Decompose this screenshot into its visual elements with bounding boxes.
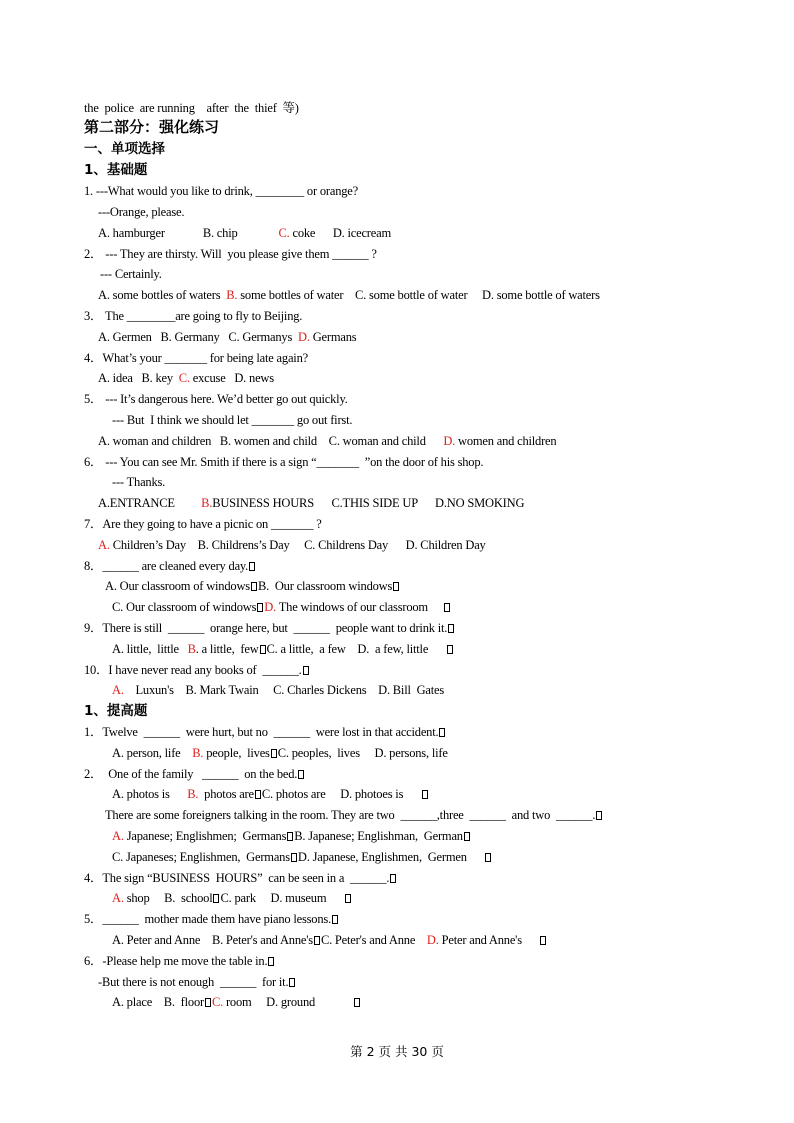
line-text: A.ENTRANCE bbox=[98, 496, 202, 510]
answer-letter: B. bbox=[187, 787, 199, 801]
text-line bbox=[100, 266, 162, 282]
text-line bbox=[84, 620, 455, 636]
text-line bbox=[84, 183, 358, 199]
missing-glyph-box bbox=[287, 832, 293, 841]
page-footer: 第 2 页 共 30 页 bbox=[350, 1044, 444, 1059]
missing-glyph-box bbox=[255, 790, 261, 799]
missing-glyph-box bbox=[444, 603, 450, 612]
line-text: ---Orange, please. bbox=[98, 205, 185, 219]
text-line bbox=[112, 932, 547, 948]
line-text: C. photos are D. photoes is bbox=[261, 787, 421, 801]
text-line bbox=[84, 766, 305, 782]
line-text: 7．Are they going to have a picnic on _______ ? bbox=[84, 517, 322, 531]
line-text: 一、单项选择 bbox=[84, 141, 165, 157]
missing-glyph-box bbox=[485, 853, 491, 862]
missing-glyph-box bbox=[205, 998, 211, 1007]
line-text: 第二部分：强化练习 bbox=[84, 118, 220, 136]
missing-glyph-box bbox=[447, 645, 453, 654]
text-line bbox=[84, 454, 483, 470]
text-line bbox=[98, 370, 274, 386]
missing-glyph-box bbox=[257, 603, 263, 612]
answer-letter: B. bbox=[226, 288, 238, 302]
line-text: room D. ground bbox=[223, 995, 354, 1009]
line-text: 9．There is still ______ orange here, but ______ people want to drink it. bbox=[84, 621, 448, 635]
missing-glyph-box bbox=[213, 894, 219, 903]
line-text: 3． The ________are going to fly to Beijing. bbox=[84, 309, 303, 323]
text-line bbox=[84, 100, 299, 116]
text-line bbox=[112, 994, 361, 1010]
missing-glyph-box bbox=[439, 728, 445, 737]
text-line bbox=[112, 849, 492, 865]
line-text: A. place B. floor bbox=[112, 995, 204, 1009]
answer-letter: C. bbox=[211, 995, 224, 1009]
answer-letter: C. bbox=[278, 226, 290, 240]
answer-letter: A. bbox=[112, 683, 124, 697]
text-line bbox=[84, 246, 377, 262]
answer-letter: A. bbox=[112, 829, 124, 843]
line-text: A. Peter and Anne B. Peter's and Anne's bbox=[112, 933, 313, 947]
missing-glyph-box bbox=[298, 770, 304, 779]
text-line bbox=[112, 745, 448, 761]
line-text: A. idea B. key bbox=[98, 371, 179, 385]
text-line bbox=[84, 724, 446, 740]
text-line bbox=[112, 828, 471, 844]
line-text: A. photos is bbox=[112, 787, 188, 801]
line-text: 1. ---What would you like to drink, ________ or orange? bbox=[84, 184, 359, 198]
line-text: C. Our classroom of windows bbox=[112, 600, 257, 614]
text-line bbox=[98, 225, 391, 241]
text-line bbox=[112, 641, 454, 657]
line-text: Germans bbox=[309, 330, 357, 344]
line-text: 8．______ are cleaned every day. bbox=[84, 559, 249, 573]
answer-letter: D. bbox=[298, 330, 310, 344]
missing-glyph-box bbox=[540, 936, 546, 945]
line-text: C. park D. museum bbox=[220, 891, 344, 905]
line-text: C. Japaneses; Englishmen, Germans bbox=[112, 850, 290, 864]
missing-glyph-box bbox=[422, 790, 428, 799]
text-line bbox=[84, 558, 256, 574]
line-text: A. Germen B. Germany C. Germanys bbox=[98, 330, 298, 344]
text-line bbox=[84, 119, 219, 135]
line-text: 2． --- They are thirsty. Will you please give them ______ ? bbox=[84, 247, 377, 261]
line-text: --- But I think we should let _______ go out first. bbox=[112, 413, 353, 427]
missing-glyph-box bbox=[464, 832, 470, 841]
line-text: some bottles of water C. some bottle of water D. some bottle of waters bbox=[237, 288, 600, 302]
missing-glyph-box bbox=[249, 562, 255, 571]
answer-letter: B. bbox=[192, 746, 204, 760]
line-text: . a little, few bbox=[195, 642, 259, 656]
answer-letter: C. bbox=[178, 371, 190, 385]
missing-glyph-box bbox=[354, 998, 360, 1007]
answer-letter: D. bbox=[426, 933, 439, 947]
text-line bbox=[84, 870, 397, 886]
line-text: photos are bbox=[198, 787, 254, 801]
line-text: 4．What’s your _______ for being late again? bbox=[84, 351, 308, 365]
missing-glyph-box bbox=[291, 853, 297, 862]
line-text: 6． --- You can see Mr. Smith if there is a sign “_______ ”on the door of his shop. bbox=[84, 455, 484, 469]
answer-letter: B. bbox=[201, 496, 213, 510]
answer-letter: A. bbox=[98, 538, 110, 552]
missing-glyph-box bbox=[390, 874, 396, 883]
text-line bbox=[112, 682, 444, 698]
text-line bbox=[105, 578, 400, 594]
text-line bbox=[112, 890, 352, 906]
line-text: 6．-Please help me move the table in. bbox=[84, 954, 268, 968]
missing-glyph-box bbox=[314, 936, 320, 945]
text-line bbox=[112, 412, 352, 428]
text-line bbox=[84, 953, 275, 969]
text-line bbox=[112, 599, 451, 615]
line-text: Children’s Day B. Childrens’s Day C. Childrens Day D. Children Day bbox=[109, 538, 486, 552]
line-text: C. peoples, lives D. persons, life bbox=[277, 746, 448, 760]
text-line bbox=[105, 807, 603, 823]
text-line bbox=[98, 495, 524, 511]
text-line bbox=[84, 391, 348, 407]
text-line bbox=[84, 911, 339, 927]
line-text: A. person, life bbox=[112, 746, 193, 760]
line-text: C. Peter's and Anne bbox=[320, 933, 427, 947]
text-line bbox=[98, 287, 600, 303]
missing-glyph-box bbox=[332, 915, 338, 924]
text-line bbox=[84, 662, 310, 678]
line-text: people, lives bbox=[203, 746, 270, 760]
text-line bbox=[98, 204, 184, 220]
answer-letter: D. bbox=[443, 434, 456, 448]
line-text: women and children bbox=[455, 434, 557, 448]
missing-glyph-box bbox=[393, 582, 399, 591]
text-line bbox=[98, 974, 296, 990]
line-text: A. Our classroom of windows bbox=[105, 579, 250, 593]
text-line bbox=[112, 474, 165, 490]
line-text: coke D. icecream bbox=[289, 226, 391, 240]
text-line bbox=[98, 433, 556, 449]
text-line bbox=[84, 162, 147, 178]
line-text: B. Our classroom windows bbox=[257, 579, 393, 593]
line-text: The windows of our classroom bbox=[276, 600, 443, 614]
text-line bbox=[84, 350, 308, 366]
line-text: --- Certainly. bbox=[100, 267, 162, 281]
line-text: D. Japanese, Englishmen, Germen bbox=[297, 850, 485, 864]
line-text: C. a little, a few D. a few, little bbox=[266, 642, 446, 656]
line-text: excuse D. news bbox=[189, 371, 274, 385]
line-text: 1．Twelve ______ were hurt, but no ______ were lost in that accident. bbox=[84, 725, 439, 739]
line-text: B. Japanese; Englishman, German bbox=[294, 829, 463, 843]
line-text: the police are running after the thief 等) bbox=[84, 101, 299, 115]
line-text: 4．The sign “BUSINESS HOURS” can be seen in a ______. bbox=[84, 871, 390, 885]
missing-glyph-box bbox=[251, 582, 257, 591]
missing-glyph-box bbox=[448, 624, 454, 633]
line-text: A. woman and children B. women and child C. woman and child bbox=[98, 434, 444, 448]
line-text: There are some foreigners talking in the room. They are two ______,three ______ and two ______. bbox=[105, 808, 596, 822]
missing-glyph-box bbox=[596, 811, 602, 820]
line-text: A. little, little bbox=[112, 642, 188, 656]
line-text: 5．______ mother made them have piano lessons. bbox=[84, 912, 332, 926]
text-line bbox=[98, 537, 486, 553]
missing-glyph-box bbox=[271, 749, 277, 758]
line-text: Luxun's B. Mark Twain C. Charles Dickens D. Bill Gates bbox=[123, 683, 445, 697]
missing-glyph-box bbox=[303, 666, 309, 675]
line-text: Peter and Anne's bbox=[438, 933, 540, 947]
line-text: Japanese; Englishmen; Germans bbox=[123, 829, 287, 843]
text-line bbox=[84, 703, 147, 719]
line-text: 10．I have never read any books of ______. bbox=[84, 663, 302, 677]
text-line bbox=[84, 141, 165, 157]
missing-glyph-box bbox=[260, 645, 266, 654]
line-text: -But there is not enough ______ for it. bbox=[98, 975, 289, 989]
answer-letter: A. bbox=[112, 891, 124, 905]
text-line bbox=[84, 516, 322, 532]
line-text: shop B. school bbox=[123, 891, 213, 905]
line-text: A. some bottles of waters bbox=[98, 288, 227, 302]
missing-glyph-box bbox=[289, 978, 295, 987]
line-text: 2． One of the family ______ on the bed. bbox=[84, 767, 298, 781]
line-text: 1、提高题 bbox=[84, 703, 148, 719]
answer-letter: D. bbox=[264, 600, 277, 614]
missing-glyph-box bbox=[345, 894, 351, 903]
line-text: 5． --- It’s dangerous here. We’d better go out quickly. bbox=[84, 392, 348, 406]
line-text: BUSINESS HOURS C.THIS SIDE UP D.NO SMOKING bbox=[212, 496, 525, 510]
text-line bbox=[84, 308, 302, 324]
answer-letter: B bbox=[187, 642, 196, 656]
line-text: --- Thanks. bbox=[112, 475, 166, 489]
missing-glyph-box bbox=[268, 957, 274, 966]
line-text: A. hamburger B. chip bbox=[98, 226, 279, 240]
text-line bbox=[98, 329, 356, 345]
line-text: 1、基础题 bbox=[84, 162, 148, 178]
text-line bbox=[112, 786, 429, 802]
